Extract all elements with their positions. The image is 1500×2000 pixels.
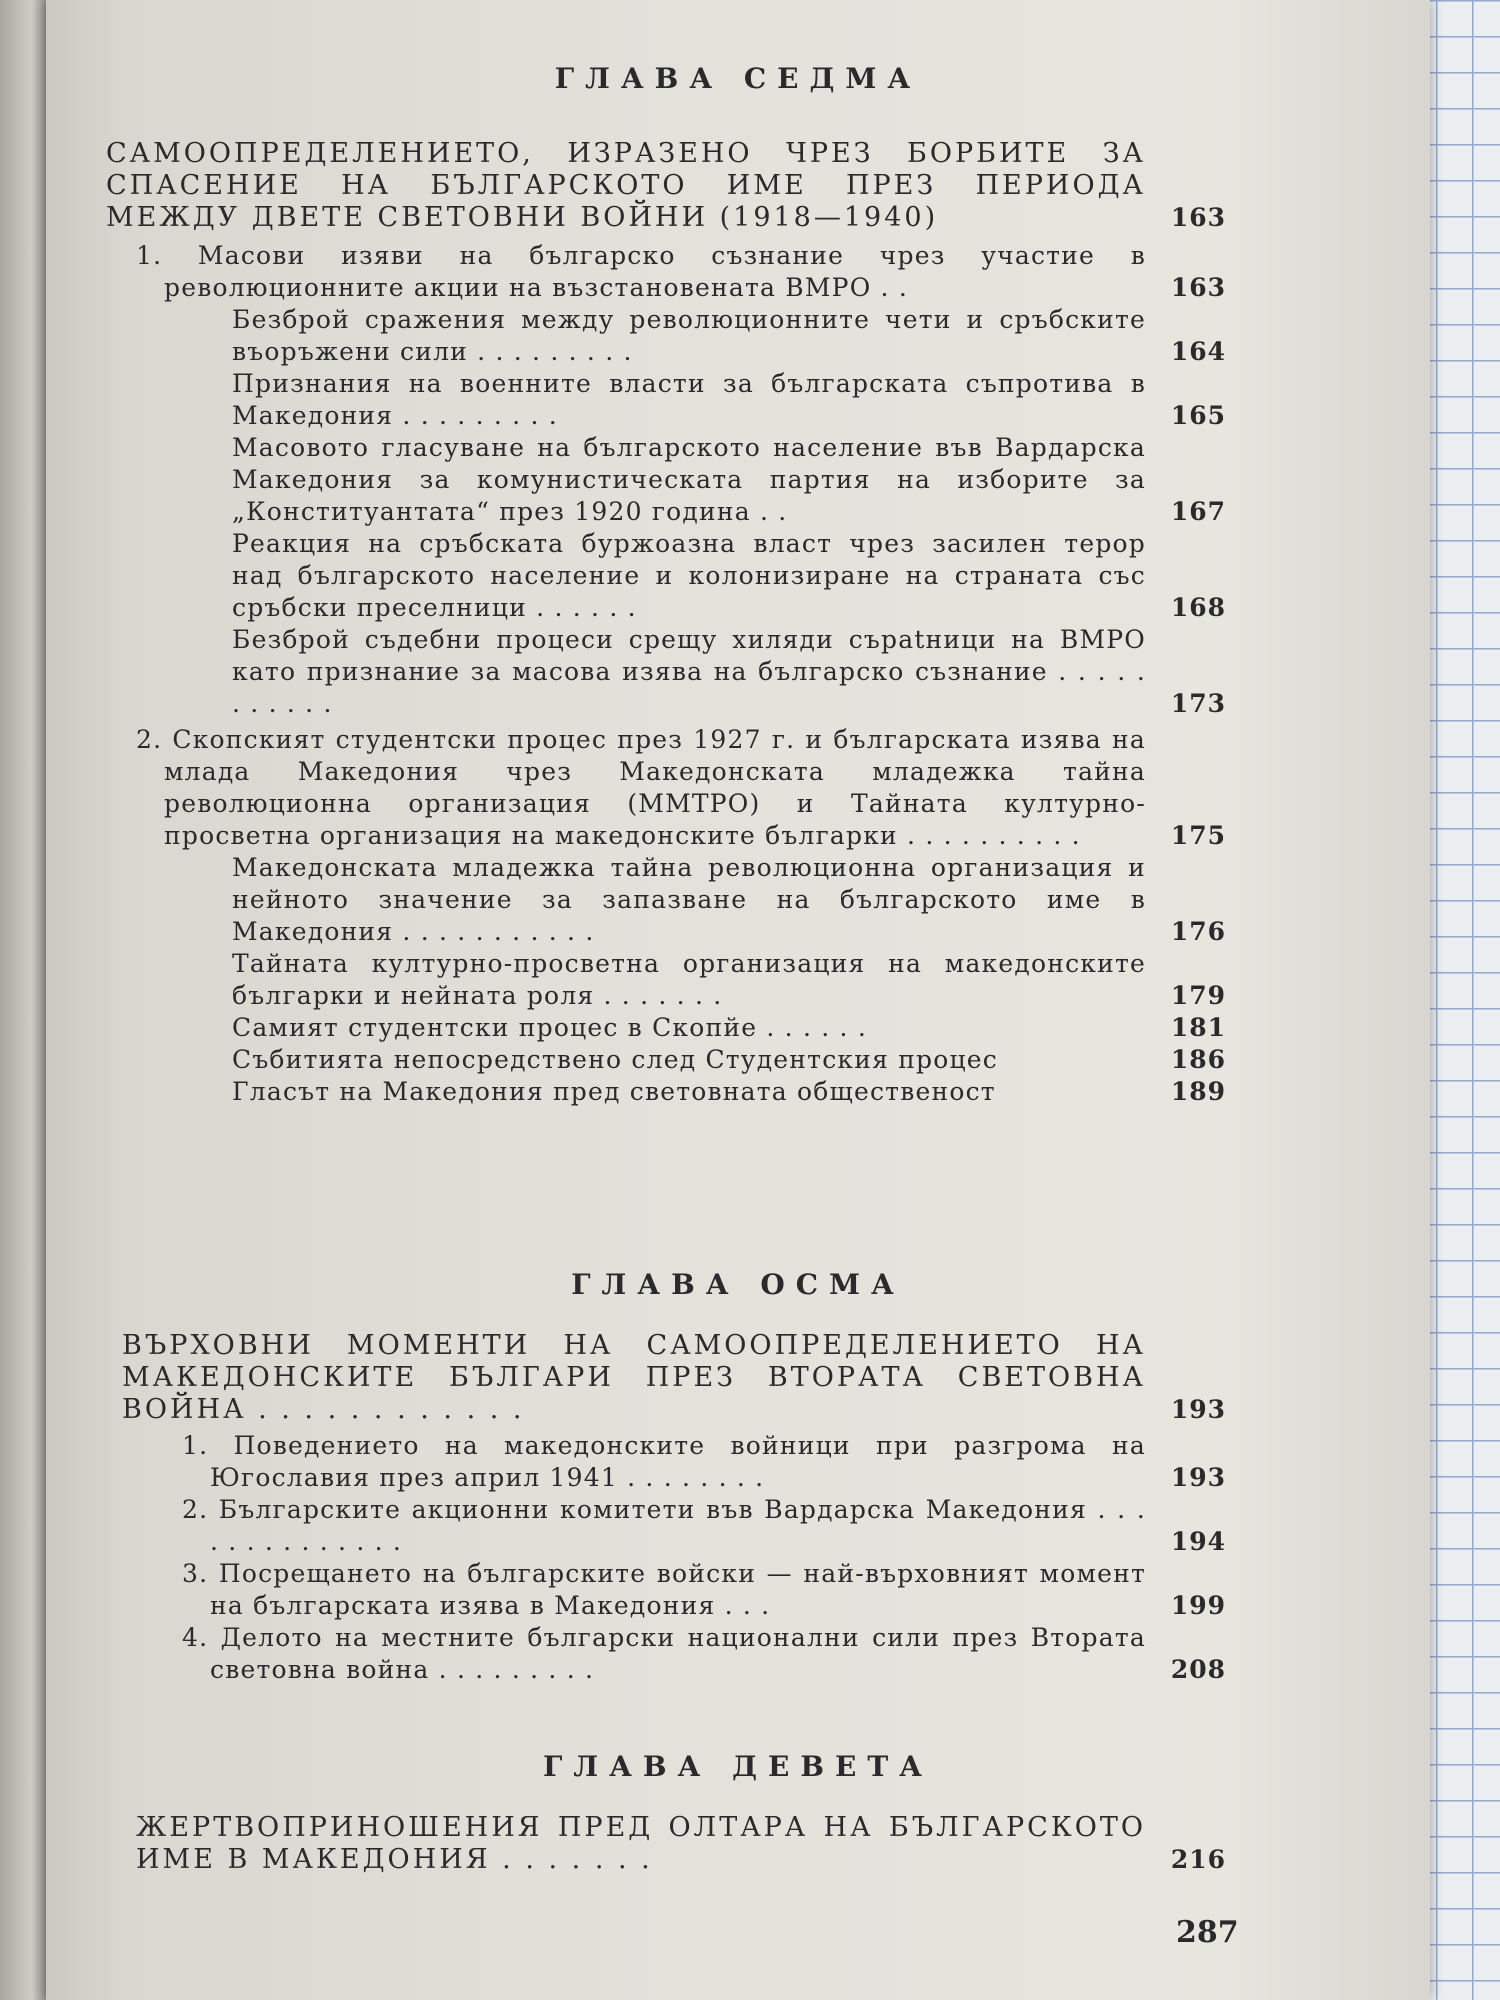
chapter-9-title-entry xyxy=(136,1812,1256,1876)
page-number: 287 xyxy=(1176,1915,1239,1950)
toc-entry-text: 4. Делото на местните български национални сили през Втората световна война . . . . . . . . . xyxy=(182,1623,1146,1684)
toc-entry-page: 179 xyxy=(1170,981,1226,1010)
toc-entry xyxy=(122,1430,1256,1494)
chapter-9-toc xyxy=(136,1812,1256,1876)
chapter-8-heading: ГЛАВА ОСМА xyxy=(571,1268,905,1301)
toc-entry-page: 194 xyxy=(1170,1527,1226,1556)
toc-entry xyxy=(106,432,1256,528)
toc-entry xyxy=(106,852,1256,948)
toc-entry-page: 208 xyxy=(1170,1655,1226,1684)
toc-entry-page: 199 xyxy=(1170,1591,1226,1620)
toc-entry xyxy=(106,304,1256,368)
toc-entry-text: 1. Поведението на македонските войници при разгрома на Югославия през април 1941 . . . . . . . . xyxy=(182,1431,1146,1492)
toc-entry-text: Безброй съдебни процеси срещу хиляди сърatници на ВМРО като признание за масова изява на българско съзнание . . . . . . . . . . . xyxy=(232,625,1146,718)
toc-entry xyxy=(122,1558,1256,1622)
toc-entry-page: 181 xyxy=(1170,1013,1226,1042)
toc-entry-text: Реакция на сръбската буржоазна власт чрез засилен терор над българското население и колонизиране на страната със сръбски преселници . . . . . . xyxy=(232,529,1146,622)
toc-entry xyxy=(106,624,1256,720)
toc-entry-text: Самият студентски процес в Скопйе . . . . . . xyxy=(232,1013,867,1042)
toc-entry xyxy=(106,1044,1256,1076)
toc-entry-text: Гласът на Македония пред световната общественост xyxy=(232,1077,996,1106)
toc-entry-page: 165 xyxy=(1170,401,1226,430)
toc-entry-text: Събитията непосредствено след Студентския процес xyxy=(232,1045,998,1074)
toc-entry-page: 175 xyxy=(1170,821,1226,850)
chapter-7-title-page: 163 xyxy=(1170,203,1226,232)
toc-entry-text: Признания на военните власти за българската съпротива в Македония . . . . . . . . . xyxy=(232,369,1146,430)
toc-entry-text: 2. Скопският студентски процес през 1927 г. и българската изява на млада Македония чрез Македонската младежка тайна революционна организация (ММТРО) и Тайната културно-просветна организация на македонските българки . . . . . . . . . . xyxy=(136,725,1146,850)
chapter-9-heading: ГЛАВА ДЕВЕТА xyxy=(542,1750,933,1783)
toc-entry xyxy=(106,1012,1256,1044)
toc-entry xyxy=(106,240,1256,304)
chapter-8-toc xyxy=(122,1330,1256,1686)
toc-entry-text: Тайната културно-просветна организация на македонските българки и нейната роля . . . . . . . xyxy=(232,949,1146,1010)
toc-entry-text: Масовото гласуване на българското население във Вардарска Македония за комунистическата партия на изборите за „Конституантата“ през 1920 година . . xyxy=(232,433,1146,526)
chapter-7-title-entry xyxy=(106,138,1256,234)
book-page xyxy=(46,0,1430,2000)
toc-entry-text: 3. Посрещането на българските войски — най-върховният момент на българската изява в Македония . . . xyxy=(182,1559,1146,1620)
chapter-8-title-page: 193 xyxy=(1170,1395,1226,1424)
toc-entry-page: 167 xyxy=(1170,497,1226,526)
toc-entry xyxy=(106,528,1256,624)
chapter-8-title-entry xyxy=(122,1330,1256,1426)
toc-entry-page: 163 xyxy=(1170,273,1226,302)
toc-entry-page: 173 xyxy=(1170,689,1226,718)
chapter-7-heading: ГЛАВА СЕДМА xyxy=(554,62,922,95)
toc-entry-text: Безброй сражения между революционните чети и сръбските въоръжени сили . . . . . . . . . xyxy=(232,305,1146,366)
toc-entry xyxy=(122,1622,1256,1686)
toc-entry xyxy=(106,368,1256,432)
toc-entry-text: Македонската младежка тайна революционна организация и нейното значение за запазване на българското име в Македония . . . . . . . . . . . xyxy=(232,853,1146,946)
toc-entry-text: 2. Българските акционни комитети във Вардарска Македония . . . . . . . . . . . . . . xyxy=(182,1495,1146,1556)
toc-entry xyxy=(122,1494,1256,1558)
chapter-9-title: ЖЕРТВОПРИНОШЕНИЯ ПРЕД ОЛТАРА НА БЪЛГАРСКОТО ИМЕ В МАКЕДОНИЯ . . . . . . . xyxy=(136,1812,1146,1875)
adjacent-page-edge xyxy=(0,0,52,2000)
toc-entry xyxy=(106,948,1256,1012)
toc-entry-text: 1. Масови изяви на българско съзнание чрез участие в революционните акции на възстановената ВМРО . . xyxy=(136,241,1146,302)
chapter-8-title: ВЪРХОВНИ МОМЕНТИ НА САМООПРЕДЕЛЕНИЕТО НА МАКЕДОНСКИТЕ БЪЛГАРИ ПРЕЗ ВТОРАТА СВЕТОВНА ВОЙНА . . . . . . . . . . . . xyxy=(122,1330,1146,1425)
toc-entry-page: 164 xyxy=(1170,337,1226,366)
toc-entry-page: 168 xyxy=(1170,593,1226,622)
toc-entry xyxy=(106,724,1256,852)
toc-entry-page: 189 xyxy=(1170,1077,1226,1106)
chapter-7-title: САМООПРЕДЕЛЕНИЕТО, ИЗРАЗЕНО ЧРЕЗ БОРБИТЕ ЗА СПАСЕНИЕ НА БЪЛГАРСКОТО ИМЕ ПРЕЗ ПЕРИОДА МЕЖДУ ДВЕТЕ СВЕТОВНИ ВОЙНИ (1918—1940) xyxy=(106,138,1146,233)
toc-entry-page: 186 xyxy=(1170,1045,1226,1074)
chapter-9-title-page: 216 xyxy=(1170,1845,1226,1874)
toc-entry-page: 176 xyxy=(1170,917,1226,946)
chapter-7-toc xyxy=(106,138,1256,1108)
toc-entry-page: 193 xyxy=(1170,1463,1226,1492)
toc-entry xyxy=(106,1076,1256,1108)
